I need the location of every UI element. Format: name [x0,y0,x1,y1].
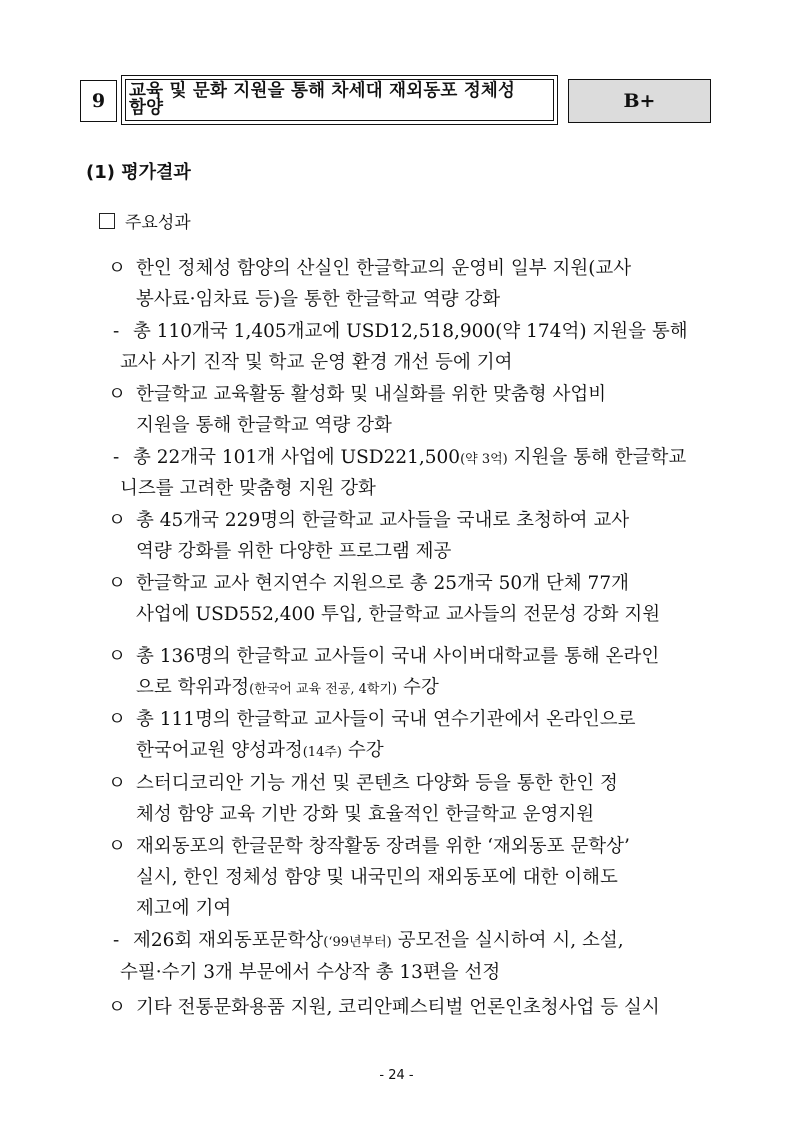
line-text: 사업에 USD552,400 투입, 한글학교 교사들의 전문성 강화 지원 [136,604,661,625]
bullet-marker: ㅇ [108,510,126,531]
list-item-line [136,804,594,826]
line-text: 한인 정체성 함양의 산실인 한글학교의 운영비 일부 지원(교사 [136,258,632,279]
line-text: 스터디코리안 기능 개선 및 콘텐츠 다양화 등을 통한 한인 정 [136,773,618,794]
line-text: 한글학교 교사 현지연수 지원으로 총 25개국 50개 단체 77개 [136,573,629,594]
list-item-line [136,415,392,437]
line-text-tail: 수강 [397,677,439,698]
line-text: 총 45개국 229명의 한글학교 교사들을 국내로 초청하여 교사 [136,510,630,531]
line-text-tail: 공모전을 실시하여 시, 소설, [391,930,624,951]
list-item-line [133,447,686,471]
line-text: 니즈를 고려한 맞춤형 지원 강화 [120,478,376,499]
dash-marker: - [113,447,120,468]
list-item-line [136,867,618,889]
item-title-line2: 함양 [129,98,164,118]
list-item-line [133,321,688,343]
bullet-marker: ㅇ [108,836,126,857]
line-text: 한글학교 교육활동 활성화 및 내실화를 위한 맞춤형 사업비 [136,384,607,405]
list-item-line [136,997,660,1019]
list-item-line [136,384,606,406]
item-title-line1: 교육 및 문화 지원을 통해 차세대 재외동포 정체성 [129,81,516,101]
item-number: 9 [91,90,106,112]
checkbox-square-icon [99,213,115,229]
parenthetical-note: (약 3억) [460,452,508,467]
bullet-marker: ㅇ [108,258,126,279]
list-item-line [136,740,384,764]
line-text: 재외동포의 한글문학 창작활동 장려를 위한 ‘재외동포 문학상’ [136,836,630,857]
line-text: 총 111명의 한글학교 교사들이 국내 연수기관에서 온라인으로 [136,709,636,730]
list-item-line [136,898,231,920]
line-text: 체성 함양 교육 기반 강화 및 효율적인 한글학교 운영지원 [136,804,595,825]
line-text: 으로 학위과정 [136,677,250,698]
parenthetical-note: (14주) [302,745,342,760]
line-text: 제26회 재외동포문학상 [133,930,324,951]
line-text-tail: 수강 [341,740,384,761]
line-text-tail: 지원을 통해 한글학교 [507,447,687,468]
list-item-line [136,604,660,626]
list-item-line [136,709,636,731]
grade-value: B+ [623,90,656,112]
list-item-line [136,541,451,563]
line-text: 실시, 한인 정체성 함양 및 내국민의 재외동포에 대한 이해도 [136,867,618,888]
line-text: 지원을 통해 한글학교 역량 강화 [136,415,392,436]
line-text: 한국어교원 양성과정 [136,740,303,761]
line-text: 기타 전통문화용품 지원, 코리안페스티벌 언론인초청사업 등 실시 [136,997,660,1018]
list-item-line [120,962,500,984]
page-number: - 24 - [379,1068,414,1083]
list-item-line [136,573,629,595]
line-text: 제고에 기여 [136,898,232,919]
line-text: 총 110개국 1,405개교에 USD12,518,900(약 174억) 지원을 통해 [133,321,688,342]
bullet-marker: ㅇ [108,773,126,794]
parenthetical-note: (‘99년부터) [323,935,392,950]
bullet-marker: ㅇ [108,997,126,1018]
bullet-marker: ㅇ [108,384,126,405]
bullet-marker: ㅇ [108,646,126,667]
list-item-line [136,773,618,795]
line-text: 수필·수기 3개 부문에서 수상작 총 13편을 선정 [120,962,501,983]
list-item-line [136,646,659,668]
list-item-line [136,836,630,858]
line-text: 교사 사기 진작 및 학교 운영 환경 개선 등에 기여 [120,352,513,373]
list-item-line [136,677,439,701]
list-item-line [120,478,376,500]
bullet-marker: ㅇ [108,709,126,730]
item-title-box [125,79,554,121]
line-text: 역량 강화를 위한 다양한 프로그램 제공 [136,541,452,562]
grade-box [568,79,711,123]
line-text: 총 22개국 101개 사업에 USD221,500 [133,447,461,468]
item-number-box [80,80,117,122]
line-text: 봉사료·임차료 등)을 통한 한글학교 역량 강화 [136,289,501,310]
list-item-line [136,258,631,280]
line-text: 총 136명의 한글학교 교사들이 국내 사이버대학교를 통해 온라인 [136,646,660,667]
list-item-line [133,930,624,954]
section-title: (1) 평가결과 [86,162,191,183]
parenthetical-note: (한국어 교육 전공, 4학기) [249,682,398,697]
list-item-line [136,510,629,532]
subheading-label: 주요성과 [125,213,191,233]
subheading [99,208,191,233]
dash-marker: - [113,930,120,951]
dash-marker: - [113,321,120,342]
bullet-marker: ㅇ [108,573,126,594]
list-item-line [120,352,512,374]
list-item-line [136,289,500,311]
